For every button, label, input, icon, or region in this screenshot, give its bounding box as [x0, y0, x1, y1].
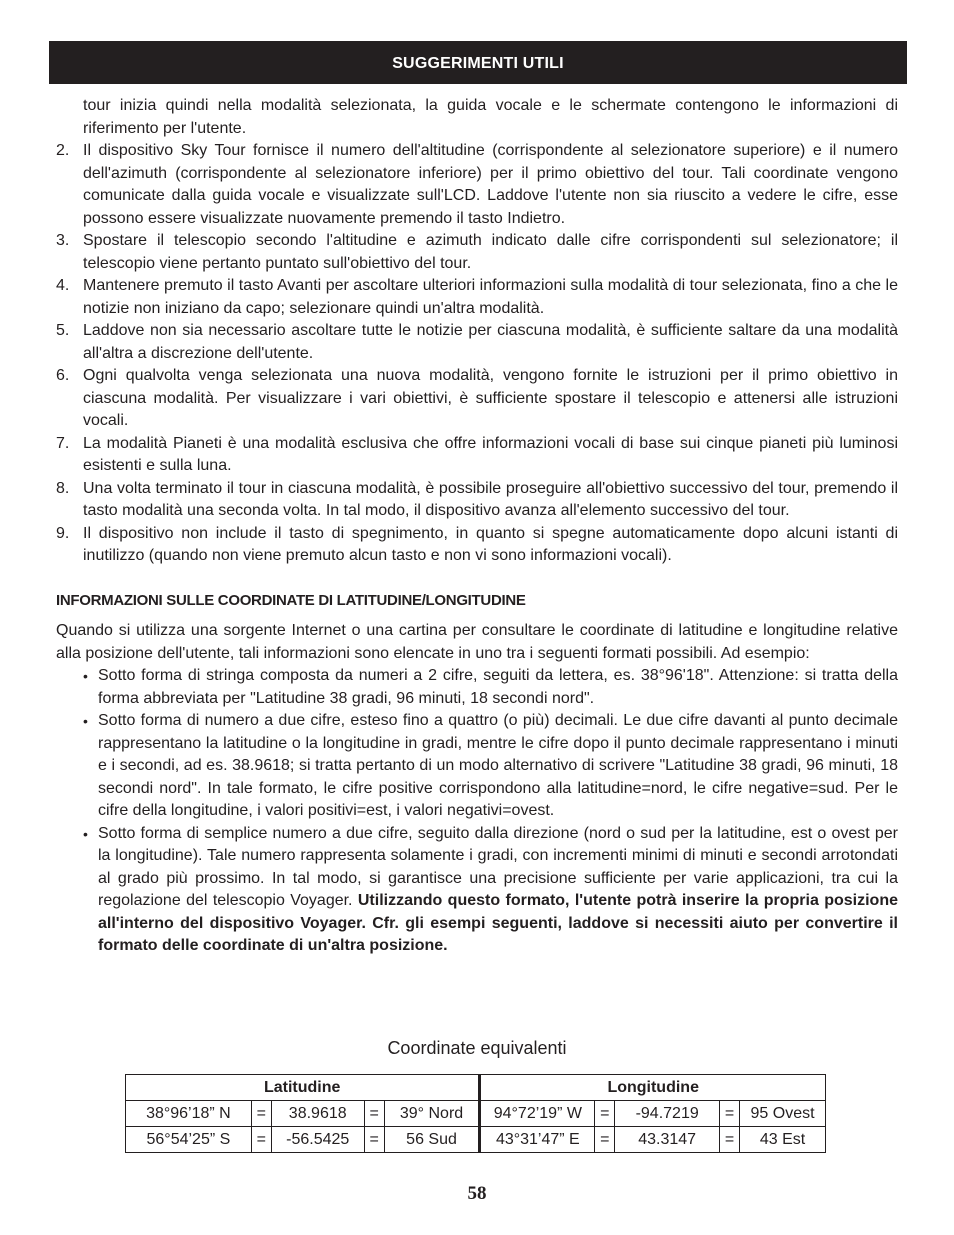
step-number: 7.	[56, 434, 70, 452]
bullet-icon: •	[83, 668, 88, 684]
latitude-header: Latitudine	[126, 1075, 480, 1101]
step-text: Laddove non sia necessario ascoltare tutte le notizie per ciascuna modalità, è sufficiente saltare da una modalità all'altra a discrezione dell'utente.	[83, 322, 898, 362]
equals-cell: =	[720, 1127, 740, 1153]
step-text: Ogni qualvolta venga selezionata una nuova modalità, vengono fornite le istruzioni per il primo obiettivo in ciascuna modalità. Per visualizzare i vari obiettivi, è sufficiente spostare il telescopio e attenersi alle istruzioni vocali.	[83, 367, 898, 429]
lon-decimal-cell: -94.7219	[615, 1101, 720, 1127]
list-item	[56, 140, 898, 230]
lat-dms-cell: 56°54’25” S	[126, 1127, 252, 1153]
lon-dms-cell: 43°31’47” E	[480, 1127, 595, 1153]
list-item	[56, 478, 898, 523]
table-title: Coordinate equivalenti	[387, 1038, 567, 1058]
step-number: 3.	[56, 232, 70, 249]
table-header-row	[126, 1075, 826, 1101]
list-item	[56, 523, 898, 568]
step-text: Il dispositivo non include il tasto di spegnimento, in quanto si spegne automaticamente dopo alcuni istanti di inutilizzo (quando non viene premuto alcun tasto e non vi sono informazioni vocali).	[83, 524, 898, 564]
format-text: Sotto forma di stringa composta da numeri a 2 cifre, seguiti da lettera, es. 38°96'18". Attenzione: si tratta della forma abbreviata per "Latitudine 38 gradi, 96 minuti, 18 secondi nord".	[98, 667, 898, 707]
lon-degrees-cell: 95 Ovest	[740, 1101, 826, 1127]
lat-degrees-cell: 56 Sud	[384, 1127, 480, 1153]
bullet-icon: •	[83, 713, 88, 729]
longitude-header: Longitudine	[480, 1075, 826, 1101]
format-text: Sotto forma di semplice numero a due cifre, seguito dalla direzione (nord o sud per la latitudine, est o ovest per la longitudine). Tale numero rappresenta solamente i gradi, con incrementi minimi di minuti e secondi arrotondati al grado più prossimo. In tal modo, si garantisce una precisione sufficiente per varie applicazioni, tra cui la regolazione del telescopio Voyager.	[98, 824, 898, 909]
coordinates-table	[125, 1074, 826, 1153]
list-item	[56, 320, 898, 365]
format-text: Sotto forma di numero a due cifre, esteso fino a quattro (o più) decimali. Le due cifre davanti al punto decimale rappresentano la latitudine o la longitudine in gradi, mentre le cifre dopo il punto decimale rappresentano i minuti e i secondi, ad es. 38.9618; si tratta pertanto di un modo alternativo di scrivere "Latitudine 38 gradi, 96 minuti, 18 secondi nord". In tale formato, le cifre positive corrispondono alla latitudine=nord, le cifre negative=sud. Per le cifre della longitudine, i valori positivi=est, i valori negativi=ovest.	[98, 712, 898, 819]
step-number: 6.	[56, 367, 70, 384]
lon-dms-cell: 94°72’19” W	[480, 1101, 595, 1127]
step-text: Una volta terminato il tour in ciascuna modalità, è possibile proseguire all'obiettivo successivo del tour, premendo il tasto modalità una seconda volta. In tal modo, il dispositivo avanza all'elemento successivo del tour.	[83, 479, 898, 519]
coordinates-intro: Quando si utilizza una sorgente Internet o una cartina per consultare le coordinate di latitudine e longitudine relative alla posizione dell'utente, tali informazioni sono elencate in uno tra i seguenti formati possibili. Ad esempio:	[56, 622, 898, 662]
intro-continuation: tour inizia quindi nella modalità selezionata, la guida vocale e le schermate contengono le informazioni di riferimento per l'utente.	[83, 97, 898, 137]
list-item	[56, 823, 898, 958]
list-item	[56, 230, 898, 275]
steps-list	[56, 140, 898, 568]
step-number: 5.	[56, 322, 70, 339]
lon-degrees-cell: 43 Est	[740, 1127, 826, 1153]
step-text: Il dispositivo Sky Tour fornisce il numero dell'altitudine (corrispondente al selezionatore superiore) e il numero dell'azimuth (corrispondente al selezionatore inferiore) per il primo obiettivo del tour. Tali coordinate vengono comunicate dalla guida vocale e visualizzate sull'LCD. Laddove l'utente non sia riuscito a vedere le cifre, esse possono essere visualizzate nuovamente premendo il tasto Indietro.	[83, 142, 898, 227]
list-item	[56, 365, 898, 433]
equals-cell: =	[595, 1101, 615, 1127]
lat-decimal-cell: 38.9618	[271, 1101, 364, 1127]
table-row	[126, 1101, 826, 1127]
equals-cell: =	[251, 1127, 271, 1153]
coordinates-heading: INFORMAZIONI SULLE COORDINATE DI LATITUDINE/LONGITUDINE	[56, 591, 526, 609]
section-header-title: SUGGERIMENTI UTILI	[392, 54, 564, 72]
lat-dms-cell: 38°96’18” N	[126, 1101, 252, 1127]
step-number: 8.	[56, 479, 70, 497]
list-item	[56, 710, 898, 823]
equals-cell: =	[720, 1101, 740, 1127]
section-header-bar	[49, 41, 907, 84]
step-text: La modalità Pianeti è una modalità esclusiva che offre informazioni vocali di base sui cinque pianeti più luminosi esistenti e sulla luna.	[83, 434, 898, 474]
equals-cell: =	[364, 1127, 384, 1153]
equals-cell: =	[595, 1127, 615, 1153]
list-item	[56, 433, 898, 478]
format-bold-text: Utilizzando questo formato, l'utente potrà inserire la propria posizione all'interno del dispositivo Voyager. Cfr. gli esempi seguenti, laddove si necessiti aiuto per convertire il formato delle coordinate di un'altra posizione.	[98, 892, 898, 954]
formats-list	[56, 665, 898, 958]
lat-decimal-cell: -56.5425	[271, 1127, 364, 1153]
list-item	[56, 275, 898, 320]
equals-cell: =	[251, 1101, 271, 1127]
page-content	[56, 95, 898, 958]
page-number: 58	[467, 1183, 487, 1204]
equals-cell: =	[364, 1101, 384, 1127]
step-number: 2.	[56, 142, 70, 159]
step-text: Spostare il telescopio secondo l'altitudine e azimuth indicato dalle cifre corrispondenti sul selezionatore; il telescopio viene pertanto puntato sull'obiettivo del tour.	[83, 232, 898, 272]
step-text: Mantenere premuto il tasto Avanti per ascoltare ulteriori informazioni sulla modalità di tour selezionata, fino a che le notizie non iniziano da capo; selezionare quindi un'altra modalità.	[83, 277, 898, 317]
step-number: 9.	[56, 524, 70, 542]
bullet-icon: •	[83, 825, 88, 842]
list-item	[56, 665, 898, 710]
table-row	[126, 1127, 826, 1153]
step-number: 4.	[56, 277, 70, 294]
lat-degrees-cell: 39° Nord	[384, 1101, 480, 1127]
lon-decimal-cell: 43.3147	[615, 1127, 720, 1153]
